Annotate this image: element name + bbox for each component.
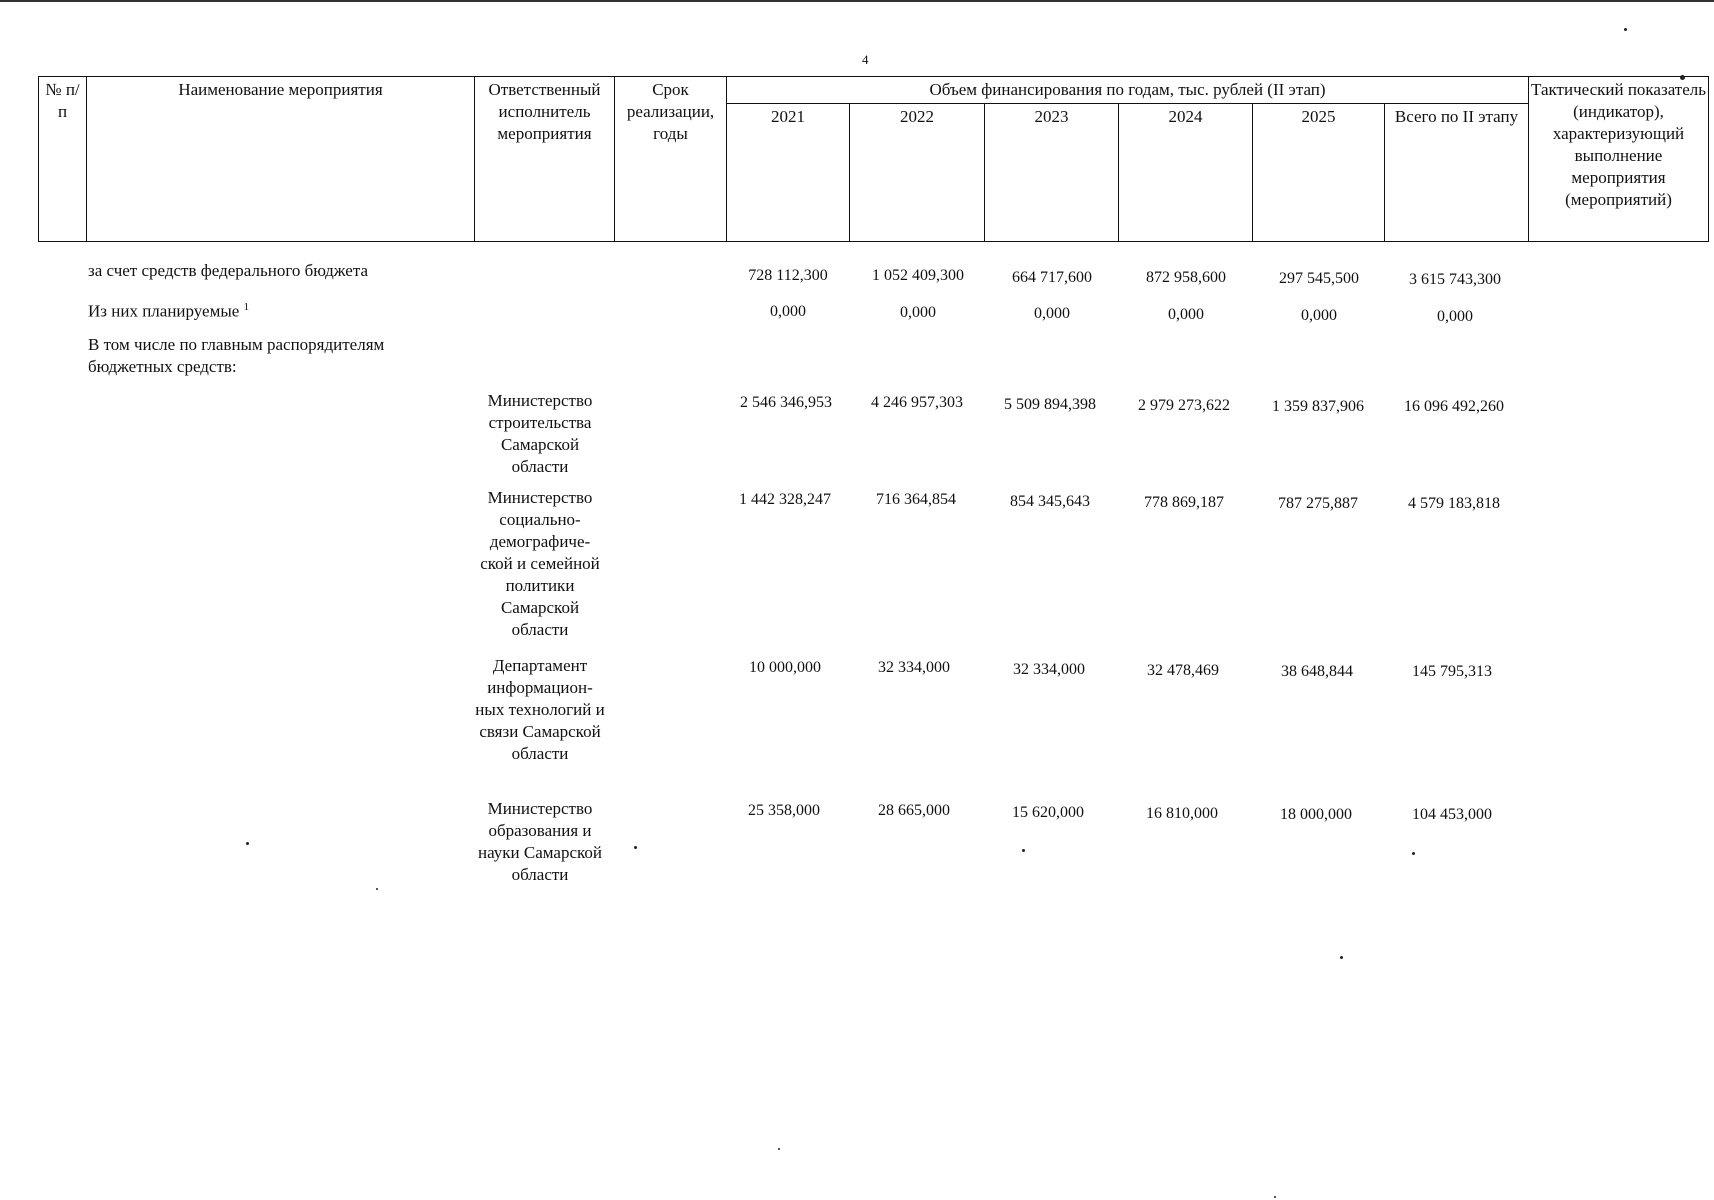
scan-speck [1412, 852, 1415, 855]
header-no: № п/п [39, 77, 87, 242]
org4-2024: 16 810,000 [1146, 805, 1218, 822]
org3-2021: 10 000,000 [749, 659, 821, 676]
org2-2022: 716 364,854 [876, 491, 956, 508]
scan-speck [376, 888, 378, 890]
row-by-managers-label: В том числе по главным распорядителям бюджетных средств: [88, 335, 385, 376]
planned-2024: 0,000 [1168, 306, 1204, 323]
org3-2022: 32 334,000 [878, 659, 950, 676]
header-name: Наименование мероприятия [87, 77, 475, 242]
federal-2022: 1 052 409,300 [872, 267, 964, 284]
org3-2023: 32 334,000 [1013, 661, 1085, 678]
header-term: Срок реализации, годы [615, 77, 727, 242]
row-planned-label [88, 296, 249, 323]
header-year-2024: 2024 [1119, 104, 1253, 242]
org4-2021: 25 358,000 [748, 802, 820, 819]
header-year-2022: 2022 [850, 104, 985, 242]
scan-speck [1274, 1196, 1276, 1198]
page-number: 4 [862, 52, 869, 67]
org1-2023: 5 509 894,398 [1004, 396, 1096, 413]
org1-2024: 2 979 273,622 [1138, 397, 1230, 414]
org2-2024: 778 869,187 [1144, 494, 1224, 511]
header-year-2023: 2023 [985, 104, 1119, 242]
scan-speck [1680, 75, 1685, 80]
planned-2021: 0,000 [770, 303, 806, 320]
table-header [38, 76, 1709, 242]
federal-2025: 297 545,500 [1279, 270, 1359, 287]
org-name-2: Министерство социально-демографиче-ской и семейной политики Самарской области [480, 488, 600, 639]
federal-2024: 872 958,600 [1146, 269, 1226, 286]
org2-total: 4 579 183,818 [1408, 495, 1500, 512]
scan-speck [246, 842, 249, 845]
federal-2023: 664 717,600 [1012, 269, 1092, 286]
header-year-2025: 2025 [1253, 104, 1385, 242]
planned-2023: 0,000 [1034, 305, 1070, 322]
scan-speck [1022, 849, 1025, 852]
scan-speck [634, 846, 637, 849]
row-planned-footnote: 1 [243, 301, 250, 313]
scan-speck [1340, 956, 1343, 959]
federal-total: 3 615 743,300 [1409, 271, 1501, 288]
planned-2025: 0,000 [1301, 307, 1337, 324]
org4-2022: 28 665,000 [878, 802, 950, 819]
org-name-4: Министерство образования и науки Самарской области [478, 799, 602, 884]
org1-2021: 2 546 346,953 [740, 394, 832, 411]
org4-total: 104 453,000 [1412, 806, 1492, 823]
row-planned-text: Из них планируемые [88, 301, 240, 321]
org3-2024: 32 478,469 [1147, 662, 1219, 679]
org1-total: 16 096 492,260 [1404, 398, 1504, 415]
header-financing: Объем финансирования по годам, тыс. рублей (II этап) [727, 77, 1529, 104]
org1-2022: 4 246 957,303 [871, 394, 963, 411]
org-name-3: Департамент информацион-ных технологий и связи Самарской области [475, 656, 605, 763]
org2-2023: 854 345,643 [1010, 493, 1090, 510]
org1-2025: 1 359 837,906 [1272, 398, 1364, 415]
scan-speck [1624, 28, 1627, 31]
org2-2025: 787 275,887 [1278, 495, 1358, 512]
scan-speck [778, 1148, 780, 1150]
page-top-edge [0, 0, 1714, 2]
header-total: Всего по II этапу [1385, 104, 1529, 242]
header-responsible: Ответственный исполнитель мероприятия [475, 77, 615, 242]
header-year-2021: 2021 [727, 104, 850, 242]
planned-total: 0,000 [1437, 308, 1473, 325]
org4-2023: 15 620,000 [1012, 804, 1084, 821]
planned-2022: 0,000 [900, 304, 936, 321]
federal-2021: 728 112,300 [748, 267, 828, 284]
org3-2025: 38 648,844 [1281, 663, 1353, 680]
org3-total: 145 795,313 [1412, 663, 1492, 680]
row-federal-label: за счет средств федерального бюджета [88, 261, 369, 280]
header-indicator: Тактический показатель (индикатор), характеризующий выполнение мероприятия (мероприятий) [1529, 77, 1709, 242]
org4-2025: 18 000,000 [1280, 806, 1352, 823]
org-name-1: Министерство строительства Самарской области [487, 391, 593, 476]
org2-2021: 1 442 328,247 [739, 491, 831, 508]
